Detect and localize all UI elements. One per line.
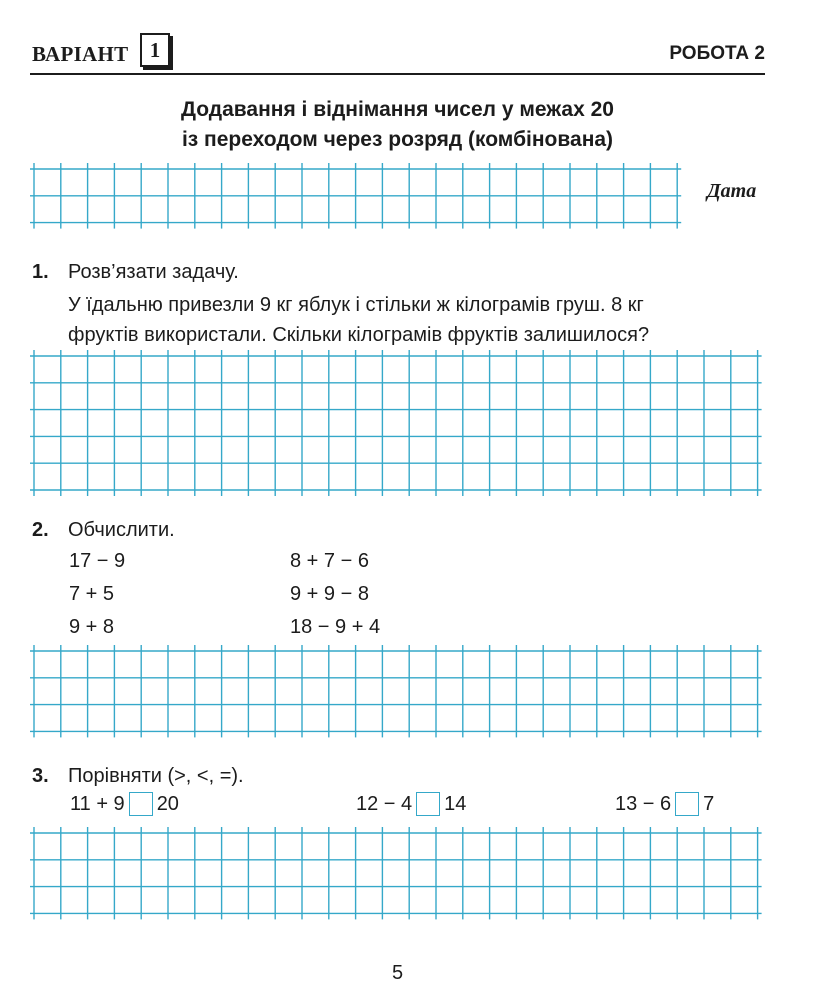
expression: 17 − 9 (69, 550, 126, 572)
comparison-item (615, 792, 714, 816)
expression: 9 + 9 − 8 (290, 583, 369, 605)
task-2-number: 2. (32, 519, 49, 541)
comparison-answer-box[interactable] (416, 792, 440, 816)
task-1-number: 1. (32, 261, 49, 283)
comparison-right: 7 (703, 792, 715, 815)
task-1-answer-grid[interactable] (30, 350, 770, 500)
task-2-prompt: Обчислити. (68, 519, 175, 541)
comparison-right: 14 (444, 792, 467, 815)
date-grid[interactable] (30, 163, 690, 235)
expression: 7 + 5 (69, 583, 115, 605)
title-line-2: із переходом через розряд (комбінована) (181, 128, 614, 151)
variant-label: ВАРІАНТ (32, 42, 129, 66)
variant-number-box: 1 (140, 33, 170, 67)
header-divider (30, 73, 765, 75)
comparison-item (70, 792, 179, 816)
comparison-right: 20 (156, 792, 179, 815)
task-1-text-line-1: У їдальню привезли 9 кг яблук і стільки ж кілограмів груш. 8 кг (68, 294, 644, 316)
page-number: 5 (391, 962, 404, 984)
task-2-answer-grid[interactable] (30, 645, 770, 740)
task-3-answer-grid[interactable] (30, 827, 770, 922)
page-title (0, 95, 795, 155)
comparison-left: 11 + 9 (70, 792, 125, 815)
comparison-left: 12 − 4 (356, 792, 413, 815)
task-3-prompt: Порівняти (>, <, =). (68, 765, 244, 787)
task-1-text-line-2: фруктів використали. Скільки кілограмів фруктів залишилося? (68, 324, 650, 346)
expression: 9 + 8 (69, 616, 115, 638)
date-label: Дата (707, 180, 757, 202)
comparison-left: 13 − 6 (615, 792, 672, 815)
task-1-prompt: Розв’язати задачу. (68, 261, 239, 283)
task-3-number: 3. (32, 765, 49, 787)
work-label: РОБОТА 2 (669, 43, 765, 64)
expression: 8 + 7 − 6 (290, 550, 369, 572)
expression: 18 − 9 + 4 (290, 616, 381, 638)
comparison-answer-box[interactable] (129, 792, 153, 816)
comparison-answer-box[interactable] (675, 792, 699, 816)
title-line-1: Додавання і віднімання чисел у межах 20 (181, 98, 614, 121)
comparison-item (356, 792, 466, 816)
